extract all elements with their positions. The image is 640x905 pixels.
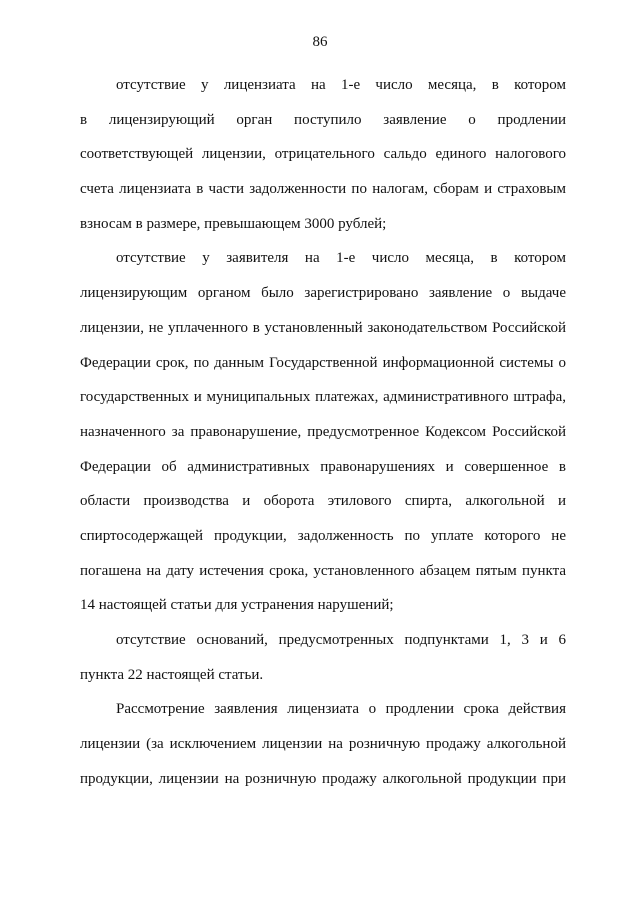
text-line: в лицензирующий орган поступило заявление о продлении [80, 111, 566, 128]
text-line: лицензии, не уплаченного в установленный законодательством Российской [80, 319, 566, 336]
text-line: соответствующей лицензии, отрицательного сальдо единого налогового [80, 146, 566, 163]
text-line: лицензирующим органом было зарегистрировано заявление о выдаче [80, 285, 566, 302]
text-line: государственных и муниципальных платежах, административного штрафа, [80, 389, 566, 406]
text-line: отсутствие оснований, предусмотренных подпунктами 1, 3 и 6 [116, 632, 566, 648]
text-line: Рассмотрение заявления лицензиата о продлении срока действия [116, 701, 566, 718]
text-line: продукции, лицензии на розничную продажу алкогольной продукции при [80, 770, 566, 787]
body-text [80, 68, 566, 796]
text-line: взносам в размере, превышающем 3000 рублей; [80, 215, 387, 232]
text-line: Федерации об административных правонарушениях и совершенное в [80, 458, 566, 475]
text-line: Федерации срок, по данным Государственной информационной системы о [80, 354, 566, 371]
paragraph-unpaid-fine [80, 241, 566, 623]
paragraph-no-grounds [80, 623, 566, 692]
text-line: области производства и оборота этилового спирта, алкогольной и [80, 493, 566, 510]
text-line: 14 настоящей статьи для устранения нарушений; [80, 597, 394, 614]
page-number: 86 [312, 34, 328, 50]
text-line: погашена на дату истечения срока, установленного абзацем пятым пункта [80, 562, 566, 579]
text-line: назначенного за правонарушение, предусмотренное Кодексом Российской [80, 423, 566, 440]
text-line: отсутствие у лицензиата на 1-е число месяца, в котором [116, 77, 566, 93]
paragraph-review-application [80, 692, 566, 796]
text-line: спиртосодержащей продукции, задолженность по уплате которого не [80, 527, 566, 544]
text-line: пункта 22 настоящей статьи. [80, 666, 264, 683]
text-line: отсутствие у заявителя на 1-е число месяца, в котором [116, 250, 566, 267]
text-line: лицензии (за исключением лицензии на розничную продажу алкогольной [80, 736, 566, 753]
text-line: счета лицензиата в части задолженности по налогам, сборам и страховым [80, 181, 566, 198]
paragraph-license-balance [80, 68, 566, 241]
